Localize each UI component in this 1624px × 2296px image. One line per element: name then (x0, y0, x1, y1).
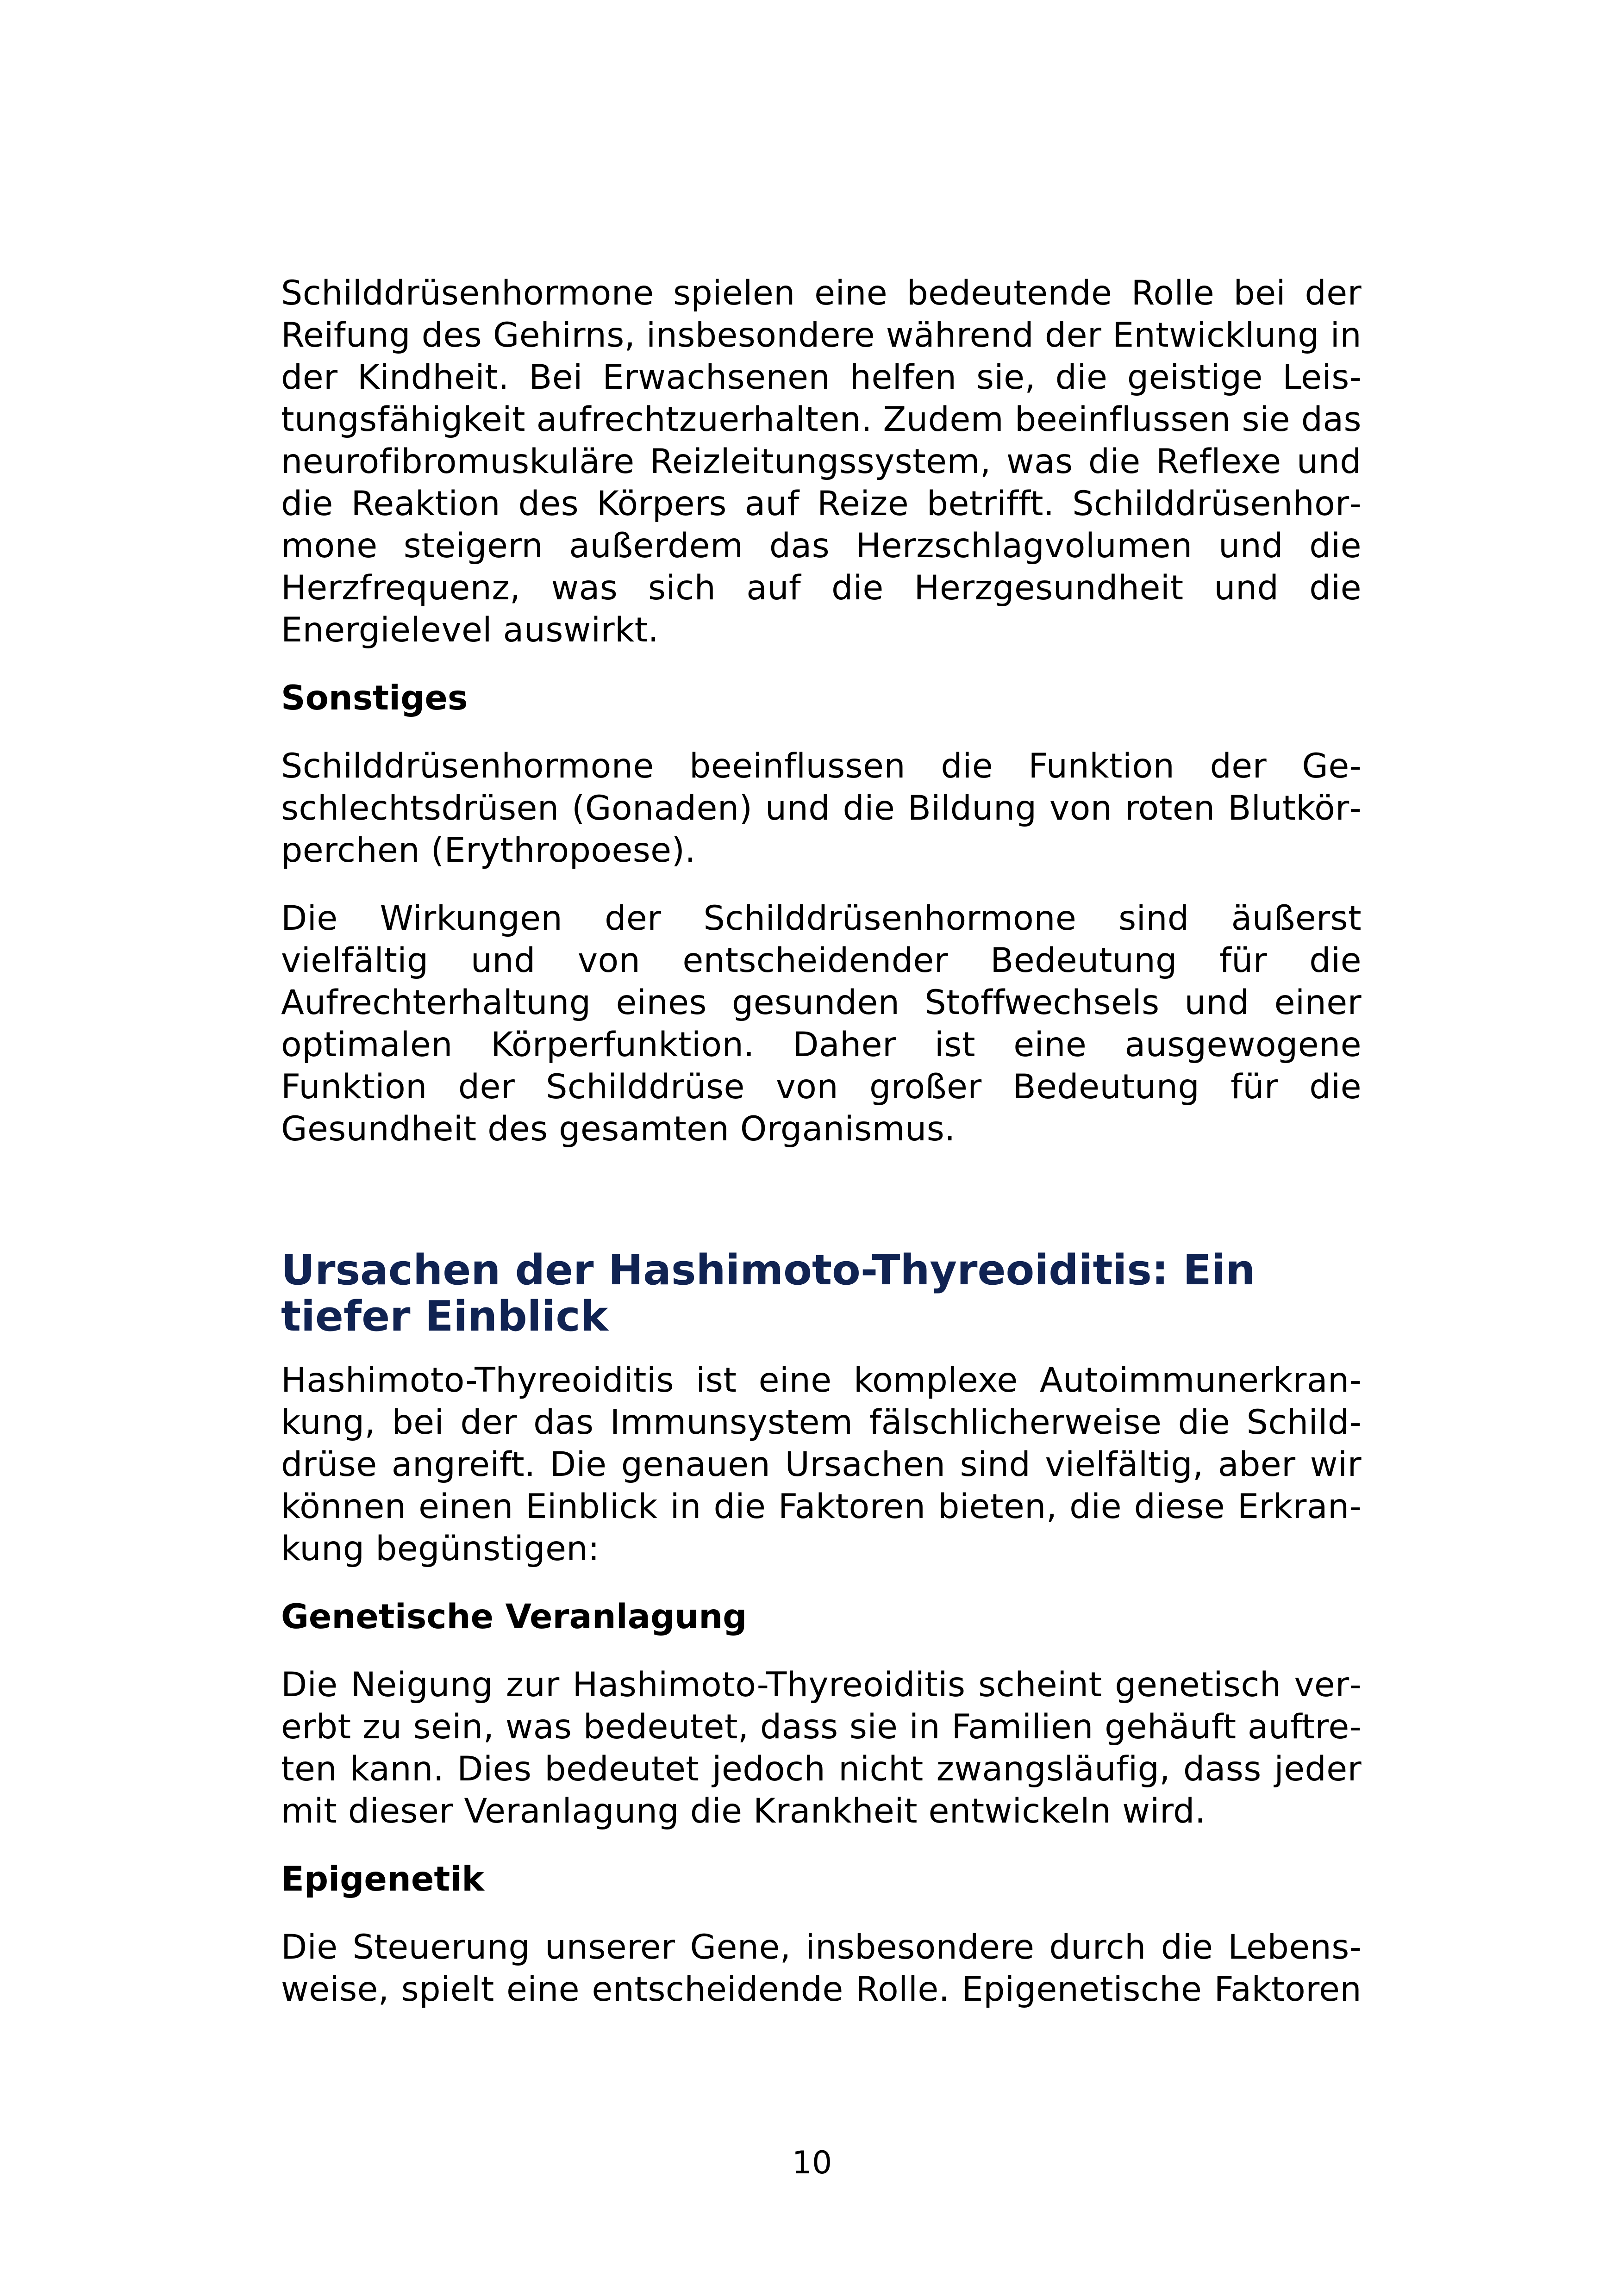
intro-paragraph: Schilddrüsenhormone spielen eine bedeutende Rolle bei der Reifung des Gehirns, insbesondere während der Entwicklung in der Kindheit. Bei Erwachsenen helfen sie, die geistige Leistungsfähigkeit aufrechtzuerhalten. Zudem beeinflussen sie das neurofibromuskuläre Reizleitungssystem, was die Reflexe und die Reaktion des Körpers auf Reize betrifft. Schilddrüsenhormone steigern außerdem das Herzschlagvolumen und die Herzfrequenz, was sich auf die Herzgesundheit und die Energielevel auswirkt. (281, 274, 1362, 650)
paragraph-epigenetik: Die Steuerung unserer Gene, insbesondere durch die Lebensweise, spielt eine entscheidende Rolle. Epigenetische Faktoren (281, 1928, 1362, 2009)
page-content (281, 272, 1362, 2010)
paragraph-genetik: Die Neigung zur Hashimoto-Thyreoiditis scheint genetisch vererbt zu sein, was bedeutet, dass sie in Familien gehäuft auftreten kann. Dies bedeutet jedoch nicht zwangsläufig, dass jeder mit dieser Veranlagung die Krankheit entwickeln wird. (281, 1665, 1362, 1831)
paragraph-gonaden: Schilddrüsenhormone beeinflussen die Funktion der Geschlechtsdrüsen (Gonaden) und die Bildung von roten Blutkörperchen (Erythropoese). (281, 747, 1362, 870)
subheading-epigenetik: Epigenetik (281, 1860, 484, 1899)
section-heading-ursachen: Ursachen der Hashimoto-Thyreoiditis: Ein tiefer Einblick (281, 1246, 1255, 1341)
subheading-genetische-veranlagung: Genetische Veranlagung (281, 1597, 747, 1636)
subheading-sonstiges: Sonstiges (281, 678, 468, 718)
paragraph-hashimoto-intro: Hashimoto-Thyreoiditis ist eine komplexe Autoimmunerkrankung, bei der das Immunsystem fälschlicherweise die Schilddrüse angreift. Die genauen Ursachen sind vielfältig, aber wir können einen Einblick in die Faktoren bieten, die diese Erkrankung begünstigen: (281, 1361, 1362, 1568)
paragraph-wirkungen: Die Wirkungen der Schilddrüsenhormone sind äußerst vielfältig und von entscheidender Bedeutung für die Aufrechterhaltung eines gesunden Stoffwechsels und einer optimalen Körperfunktion. Daher ist eine ausgewogene Funktion der Schilddrüse von großer Bedeutung für die Gesundheit des gesamten Organismus. (281, 899, 1362, 1149)
page-number: 10 (792, 2145, 832, 2181)
